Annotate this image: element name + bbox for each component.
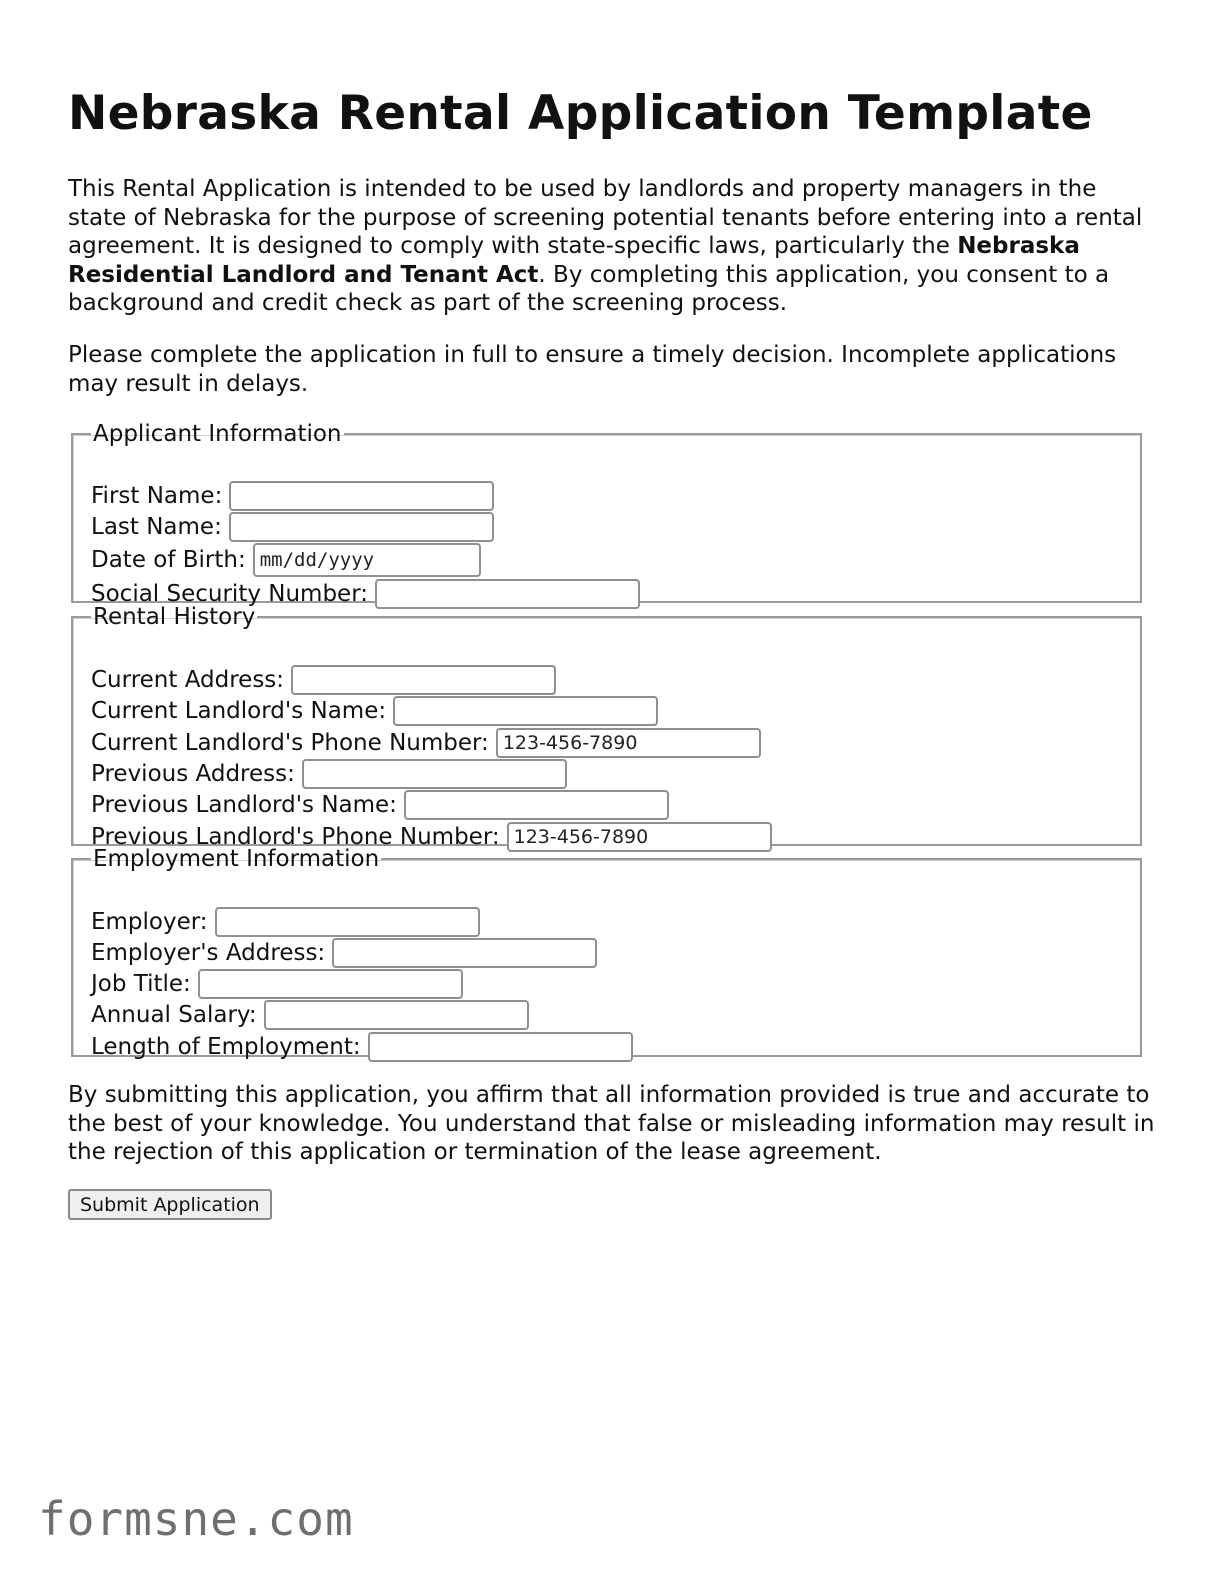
date-of-birth-input[interactable] — [253, 543, 481, 577]
last-name-input[interactable] — [229, 512, 494, 542]
affirmation-paragraph: By submitting this application, you affirm that all information provided is true and accurate to the best of your knowledge. You understand that false or misleading information may result in the rejection of this application or termination of the lease agreement. — [68, 1082, 1155, 1165]
annual-salary-input[interactable] — [264, 1000, 529, 1030]
current-landlord-name-row — [91, 696, 658, 726]
intro-text-end: . By completing this application, you consent to a background and credit check as part of the screening process. — [68, 261, 1110, 316]
current-address-label: Current Address: — [91, 667, 285, 693]
previous-landlord-name-row — [91, 790, 669, 820]
intro-paragraph — [68, 175, 1158, 318]
current-address-row — [91, 665, 556, 695]
applicant-information-section — [71, 421, 1142, 607]
employer-input[interactable] — [215, 907, 480, 937]
last-name-row — [91, 512, 494, 542]
previous-address-input[interactable] — [302, 759, 567, 789]
rental-history-legend: Rental History — [93, 604, 256, 630]
act-name: Nebraska Residential Landlord and Tenant Act — [68, 233, 1080, 288]
first-name-label: First Name: — [91, 483, 223, 509]
date-of-birth-label: Date of Birth: — [91, 547, 246, 573]
length-of-employment-input[interactable] — [368, 1032, 633, 1062]
first-name-row — [91, 481, 494, 511]
length-of-employment-row — [91, 1032, 633, 1062]
employment-information-section — [71, 846, 1142, 1060]
current-landlord-phone-row — [91, 728, 761, 758]
annual-salary-row — [91, 1000, 529, 1030]
current-landlord-phone-input[interactable] — [496, 728, 761, 758]
current-landlord-name-input[interactable] — [393, 696, 658, 726]
employer-address-input[interactable] — [332, 938, 597, 968]
last-name-label: Last Name: — [91, 514, 222, 540]
previous-address-row — [91, 759, 567, 789]
annual-salary-label: Annual Salary: — [91, 1002, 257, 1028]
employer-address-row — [91, 938, 597, 968]
first-name-input[interactable] — [229, 481, 494, 511]
submit-application-button[interactable]: Submit Application — [68, 1189, 272, 1220]
employment-information-legend: Employment Information — [93, 846, 380, 872]
length-of-employment-label: Length of Employment: — [91, 1034, 361, 1060]
current-landlord-phone-label: Current Landlord's Phone Number: — [91, 730, 489, 756]
employer-address-label: Employer's Address: — [91, 940, 326, 966]
previous-landlord-name-label: Previous Landlord's Name: — [91, 792, 397, 818]
previous-landlord-phone-label: Previous Landlord's Phone Number: — [91, 824, 500, 850]
previous-landlord-name-input[interactable] — [404, 790, 669, 820]
job-title-input[interactable] — [198, 969, 463, 999]
job-title-row — [91, 969, 463, 999]
page-title: Nebraska Rental Application Template — [68, 86, 1093, 141]
job-title-label: Job Title: — [91, 971, 191, 997]
rental-history-section — [71, 604, 1142, 850]
employer-label: Employer: — [91, 909, 208, 935]
ssn-label: Social Security Number: — [91, 581, 368, 607]
current-address-input[interactable] — [291, 665, 556, 695]
previous-address-label: Previous Address: — [91, 761, 295, 787]
watermark-text: formsne.com — [38, 1492, 354, 1546]
employer-row — [91, 907, 480, 937]
current-landlord-name-label: Current Landlord's Name: — [91, 698, 387, 724]
date-of-birth-row — [91, 543, 481, 577]
intro-text-start: This Rental Application is intended to be used by landlords and property managers in the state of Nebraska for the purpose of screening potential tenants before entering into a rental agreement. It is designed to comply with state-specific laws, particularly the — [68, 176, 1143, 259]
applicant-information-legend: Applicant Information — [93, 421, 342, 447]
completion-note: Please complete the application in full to ensure a timely decision. Incomplete applications may result in delays. — [68, 342, 1117, 397]
